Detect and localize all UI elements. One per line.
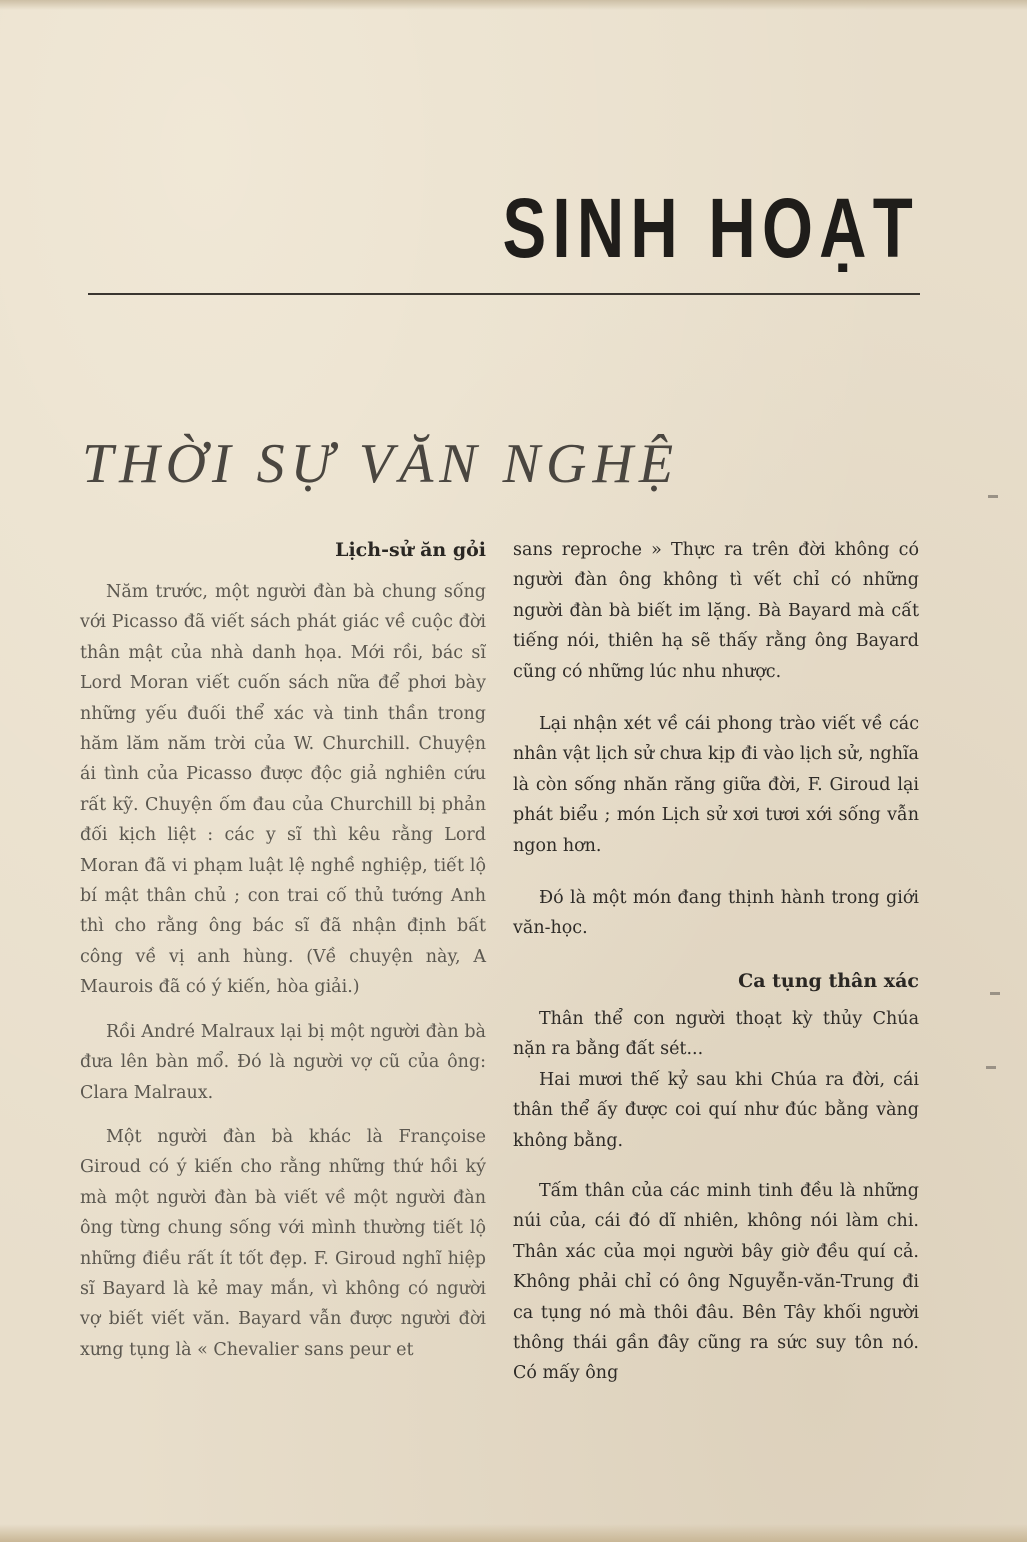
paragraph: Năm trước, một người đàn bà chung sống với Picasso đã viết sách phát giác về cuộc đời thân mật của nhà danh họa. Mới rồi, bác sĩ Lord Moran viết cuốn sách nữa để phơi bày những yếu đuối thể xác và tinh thần trong hăm lăm năm trời của W. Churchill. Chuyện ái tình của Picasso được độc giả nghiên cứu rất kỹ. Chuyện ốm đau của Churchill bị phản đối kịch liệt : các y sĩ thì kêu rằng Lord Moran đã vi phạm luật lệ nghề nghiệp, tiết lộ bí mật thân chủ ; con trai cố thủ tướng Anh thì cho rằng ông bác sĩ đã nhận định bất công về vị anh hùng. (Về chuyện này, A Maurois đã có ý kiến, hòa giải.)	[80, 582, 486, 998]
paragraph: Lại nhận xét về cái phong trào viết về các nhân vật lịch sử chưa kịp đi vào lịch sử, nghĩa là còn sống nhăn răng giữa đời, F. Giroud lại phát biểu ; món Lịch sử xơi tươi xới sống vẫn ngon hơn.	[513, 714, 919, 856]
paper-edge-top	[0, 0, 1027, 10]
margin-mark	[988, 495, 998, 498]
article-title: THỜI SỰ VĂN NGHỆ	[82, 433, 680, 495]
title-rule	[88, 293, 920, 295]
left-column	[80, 535, 486, 1365]
margin-mark	[990, 992, 1000, 995]
paragraph: Đó là một món đang thịnh hành trong giới văn-học.	[513, 888, 919, 939]
paper-edge-bottom	[0, 1524, 1027, 1542]
margin-mark	[986, 1066, 996, 1069]
paragraph: Rồi André Malraux lại bị một người đàn bà đưa lên bàn mổ. Đó là người vợ cũ của ông: Clara Malraux.	[80, 1021, 486, 1103]
section-title: SINH HOẠT	[502, 181, 919, 275]
paragraph: Hai mươi thế kỷ sau khi Chúa ra đời, cái thân thể ấy được coi quí như đúc bằng vàng không bằng.	[513, 1069, 919, 1151]
right-column	[513, 535, 919, 1389]
paragraph: Thân thể con người thoạt kỳ thủy Chúa nặn ra bằng đất sét...	[513, 1008, 919, 1060]
paragraph: sans reproche » Thực ra trên đời không có người đàn ông không tì vết chỉ có những người đàn bà biết im lặng. Bà Bayard mà cất tiếng nói, thiên hạ sẽ thấy rằng ông Bayard cũng có những lúc nhu nhược.	[513, 540, 919, 682]
right-column-heading: Ca tụng thân xác	[738, 969, 919, 992]
paragraph: Một người đàn bà khác là Françoise Giroud có ý kiến cho rằng những thứ hồi ký mà một người đàn bà viết về một người đàn ông từng chung sống với mình thường tiết lộ những điều rất ít tốt đẹp. F. Giroud nghĩ hiệp sĩ Bayard là kẻ may mắn, vì không có người vợ biết viết văn. Bayard vẫn được người đời xưng tụng là « Chevalier sans peur et	[80, 1126, 486, 1360]
left-column-heading: Lịch-sử ăn gỏi	[335, 539, 486, 561]
paragraph: Tấm thân của các minh tinh đều là những núi của, cái đó dĩ nhiên, không nói làm chi. Thân xác của mọi người bây giờ đều quí cả. Không phải chỉ có ông Nguyễn-văn-Trung đi ca tụng nó mà thôi đâu. Bên Tây khối người thông thái gần đây cũng ra sức suy tôn nó. Có mấy ông	[513, 1180, 919, 1384]
